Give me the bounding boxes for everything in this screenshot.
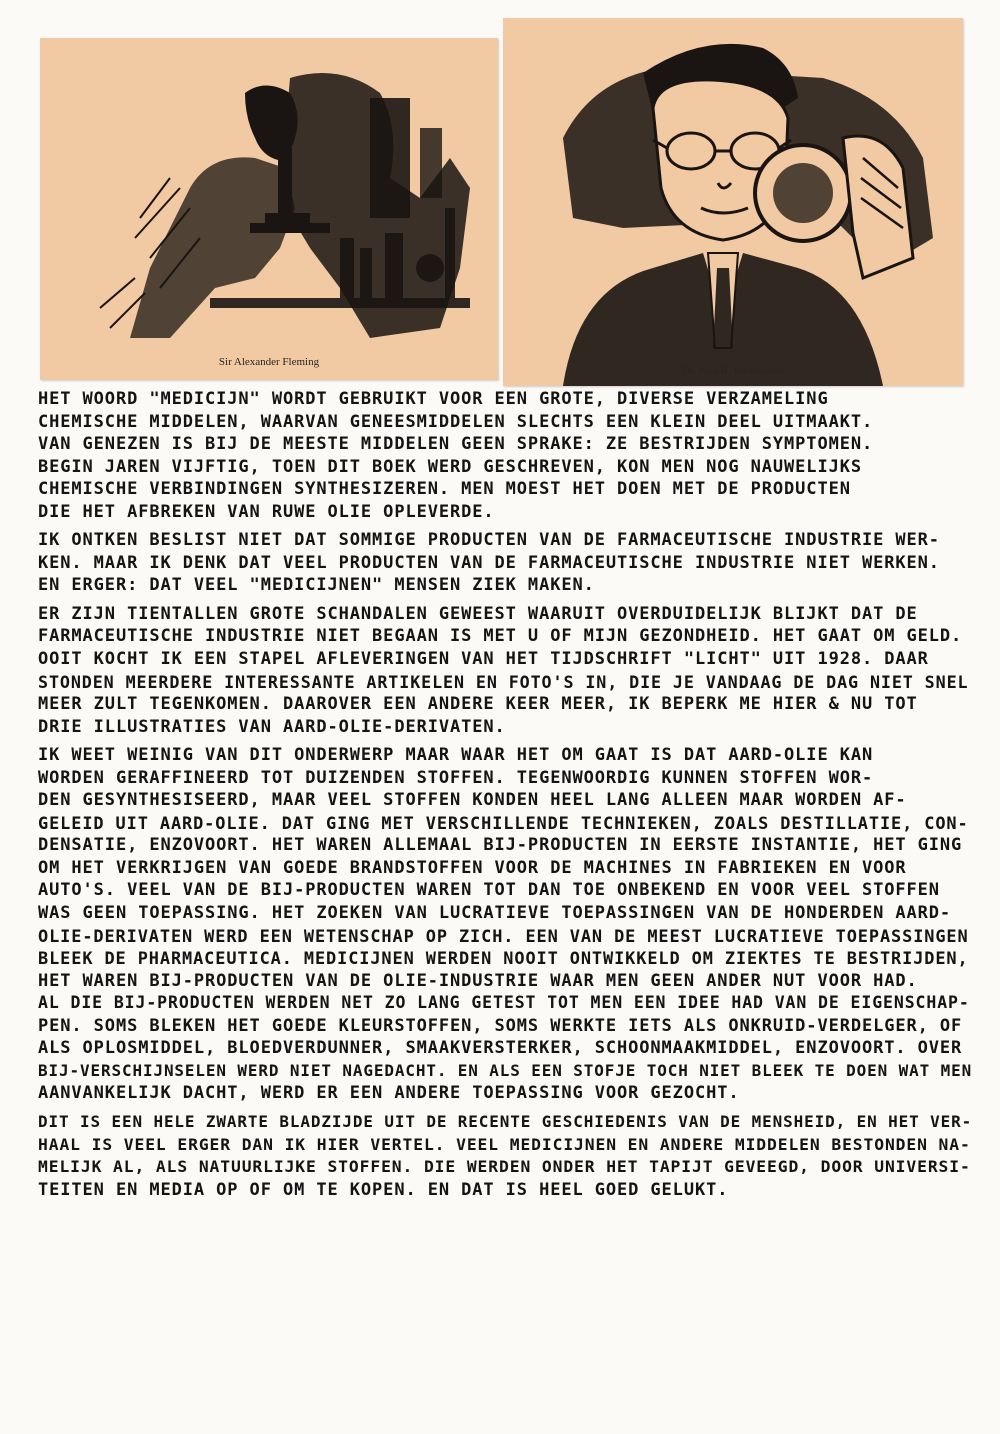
text-line: VAN GENEZEN IS BIJ DE MEESTE MIDDELEN GEEN SPRAKE: ZE BESTRIJDEN SYMPTOMEN. [38, 434, 874, 455]
text-line: MEER ZULT TEGENKOMEN. DAAROVER EEN ANDERE KEER MEER, IK BEPERK ME HIER & NU TOT [38, 694, 918, 715]
text-line: DRIE ILLUSTRATIES VAN AARD-OLIE-DERIVATEN. [38, 716, 506, 737]
burkholder-drawing [503, 18, 963, 386]
handwritten-text-body [38, 388, 973, 1201]
text-line: WAS GEEN TOEPASSING. HET ZOEKEN VAN LUCRATIEVE TOEPASSINGEN VAN DE HONDERDEN AARD- [38, 903, 952, 924]
text-line: IK ONTKEN BESLIST NIET DAT SOMMIGE PRODUCTEN VAN DE FARMACEUTISCHE INDUSTRIE WER- [38, 530, 940, 551]
text-line: AANVANKELIJK DACHT, WERD ER EEN ANDERE TOEPASSING VOOR GEZOCHT. [38, 1083, 740, 1104]
text-line: STONDEN MEERDERE INTERESSANTE ARTIKELEN EN FOTO'S IN, DIE JE VANDAAG DE DAG NIET SNEL [38, 671, 969, 692]
burkholder-illustration [503, 18, 963, 386]
text-line: DIE HET AFBREKEN VAN RUWE OLIE OPLEVERDE. [38, 501, 495, 522]
text-line: ALS OPLOSMIDDEL, BLOEDVERDUNNER, SMAAKVERSTERKER, SCHOONMAAKMIDDEL, ENZOVOORT. OVER [38, 1038, 963, 1059]
text-line: CHEMISCHE VERBINDINGEN SYNTHESIZEREN. MEN MOEST HET DOEN MET DE PRODUCTEN [38, 479, 851, 500]
text-line: HAAL IS VEEL ERGER DAN IK HIER VERTEL. VEEL MEDICIJNEN EN ANDERE MIDDELEN BESTONDEN NA- [38, 1134, 971, 1154]
text-line: MELIJK AL, ALS NATUURLIJKE STOFFEN. DIE WERDEN ONDER HET TAPIJT GEVEEGD, DOOR UNIVERSI- [38, 1157, 971, 1177]
text-line: HET WAREN BIJ-PRODUCTEN VAN DE OLIE-INDUSTRIE WAAR MEN GEEN ANDER NUT VOOR HAD. [38, 970, 918, 991]
text-line: ER ZIJN TIENTALLEN GROTE SCHANDALEN GEWEEST WAARUIT OVERDUIDELIJK BLIJKT DAT DE [38, 603, 918, 624]
text-line: BEGIN JAREN VIJFTIG, TOEN DIT BOEK WERD GESCHREVEN, KON MEN NOG NAUWELIJKS [38, 456, 862, 477]
text-line: DENSATIE, ENZOVOORT. HET WAREN ALLEMAAL BIJ-PRODUCTEN IN EERSTE INSTANTIE, HET GING [38, 835, 963, 856]
text-line: WORDEN GERAFFINEERD TOT DUIZENDEN STOFFEN. TEGENWOORDIG KUNNEN STOFFEN WOR- [38, 767, 874, 788]
text-line: DEN GESYNTHESISEERD, MAAR VEEL STOFFEN KONDEN HEEL LANG ALLEEN MAAR WORDEN AF- [38, 790, 907, 811]
fleming-illustration [40, 38, 498, 380]
text-line: DIT IS EEN HELE ZWARTE BLADZIJDE UIT DE RECENTE GESCHIEDENIS VAN DE MENSHEID, EN HET VER- [38, 1111, 973, 1131]
figure-caption-fleming: Sir Alexander Fleming [218, 356, 320, 368]
text-line: FARMACEUTISCHE INDUSTRIE NIET BEGAAN IS MET U OF MIJN GEZONDHEID. HET GAAT OM GELD. [38, 626, 963, 647]
text-line: KEN. MAAR IK DENK DAT VEEL PRODUCTEN VAN DE FARMACEUTISCHE INDUSTRIE NIET WERKEN. [38, 552, 940, 573]
text-line: EN ERGER: DAT VEEL "MEDICIJNEN" MENSEN ZIEK MAKEN. [38, 575, 595, 596]
text-line: AL DIE BIJ-PRODUCTEN WERDEN NET ZO LANG GETEST TOT MEN EEN IDEE HAD VAN DE EIGENSCHAP- [38, 993, 970, 1013]
text-line: OOIT KOCHT IK EEN STAPEL AFLEVERINGEN VAN HET TIJDSCHRIFT "LICHT" UIT 1928. DAAR [38, 649, 929, 670]
text-line: BLEEK DE PHARMACEUTICA. MEDICIJNEN WERDEN NOOIT ONTWIKKELD OM ZIEKTES TE BESTRIJDEN, [38, 948, 969, 969]
text-line: OM HET VERKRIJGEN VAN GOEDE BRANDSTOFFEN VOOR DE MACHINES IN FABRIEKEN EN VOOR [38, 857, 907, 878]
text-line: AUTO'S. VEEL VAN DE BIJ-PRODUCTEN WAREN TOT DAN TOE ONBEKEND EN VOOR VEEL STOFFEN [38, 880, 940, 901]
text-line: CHEMISCHE MIDDELEN, WAARVAN GENEESMIDDELEN SLECHTS EEN KLEIN DEEL UITMAAKT. [38, 411, 874, 432]
text-line: IK WEET WEINIG VAN DIT ONDERWERP MAAR WAAR HET OM GAAT IS DAT AARD-OLIE KAN [38, 745, 874, 766]
text-line: GELEID UIT AARD-OLIE. DAT GING MET VERSCHILLENDE TECHNIEKEN, ZOALS DESTILLATIE, CON- [38, 812, 969, 833]
text-line: TEITEN EN MEDIA OP OF OM TE KOPEN. EN DAT IS HEEL GOED GELUKT. [38, 1179, 729, 1200]
text-line: HET WOORD "MEDICIJN" WORDT GEBRUIKT VOOR EEN GROTE, DIVERSE VERZAMELING [38, 389, 829, 409]
text-line: OLIE-DERIVATEN WERD EEN WETENSCHAP OP ZICH. EEN VAN DE MEEST LUCRATIEVE TOEPASSINGEN [38, 925, 969, 946]
figure-caption-burkholder: Dr. Paul R. Burkholder [682, 365, 784, 377]
fleming-drawing [40, 38, 498, 380]
text-line: BIJ-VERSCHIJNSELEN WERD NIET NAGEDACHT. EN ALS EEN STOFJE TOCH NIET BLEEK TE DOEN WAT MEN [38, 1060, 973, 1080]
text-line: PEN. SOMS BLEKEN HET GOEDE KLEURSTOFFEN, SOMS WERKTE IETS ALS ONKRUID-VERDELGER, OF [38, 1015, 963, 1036]
